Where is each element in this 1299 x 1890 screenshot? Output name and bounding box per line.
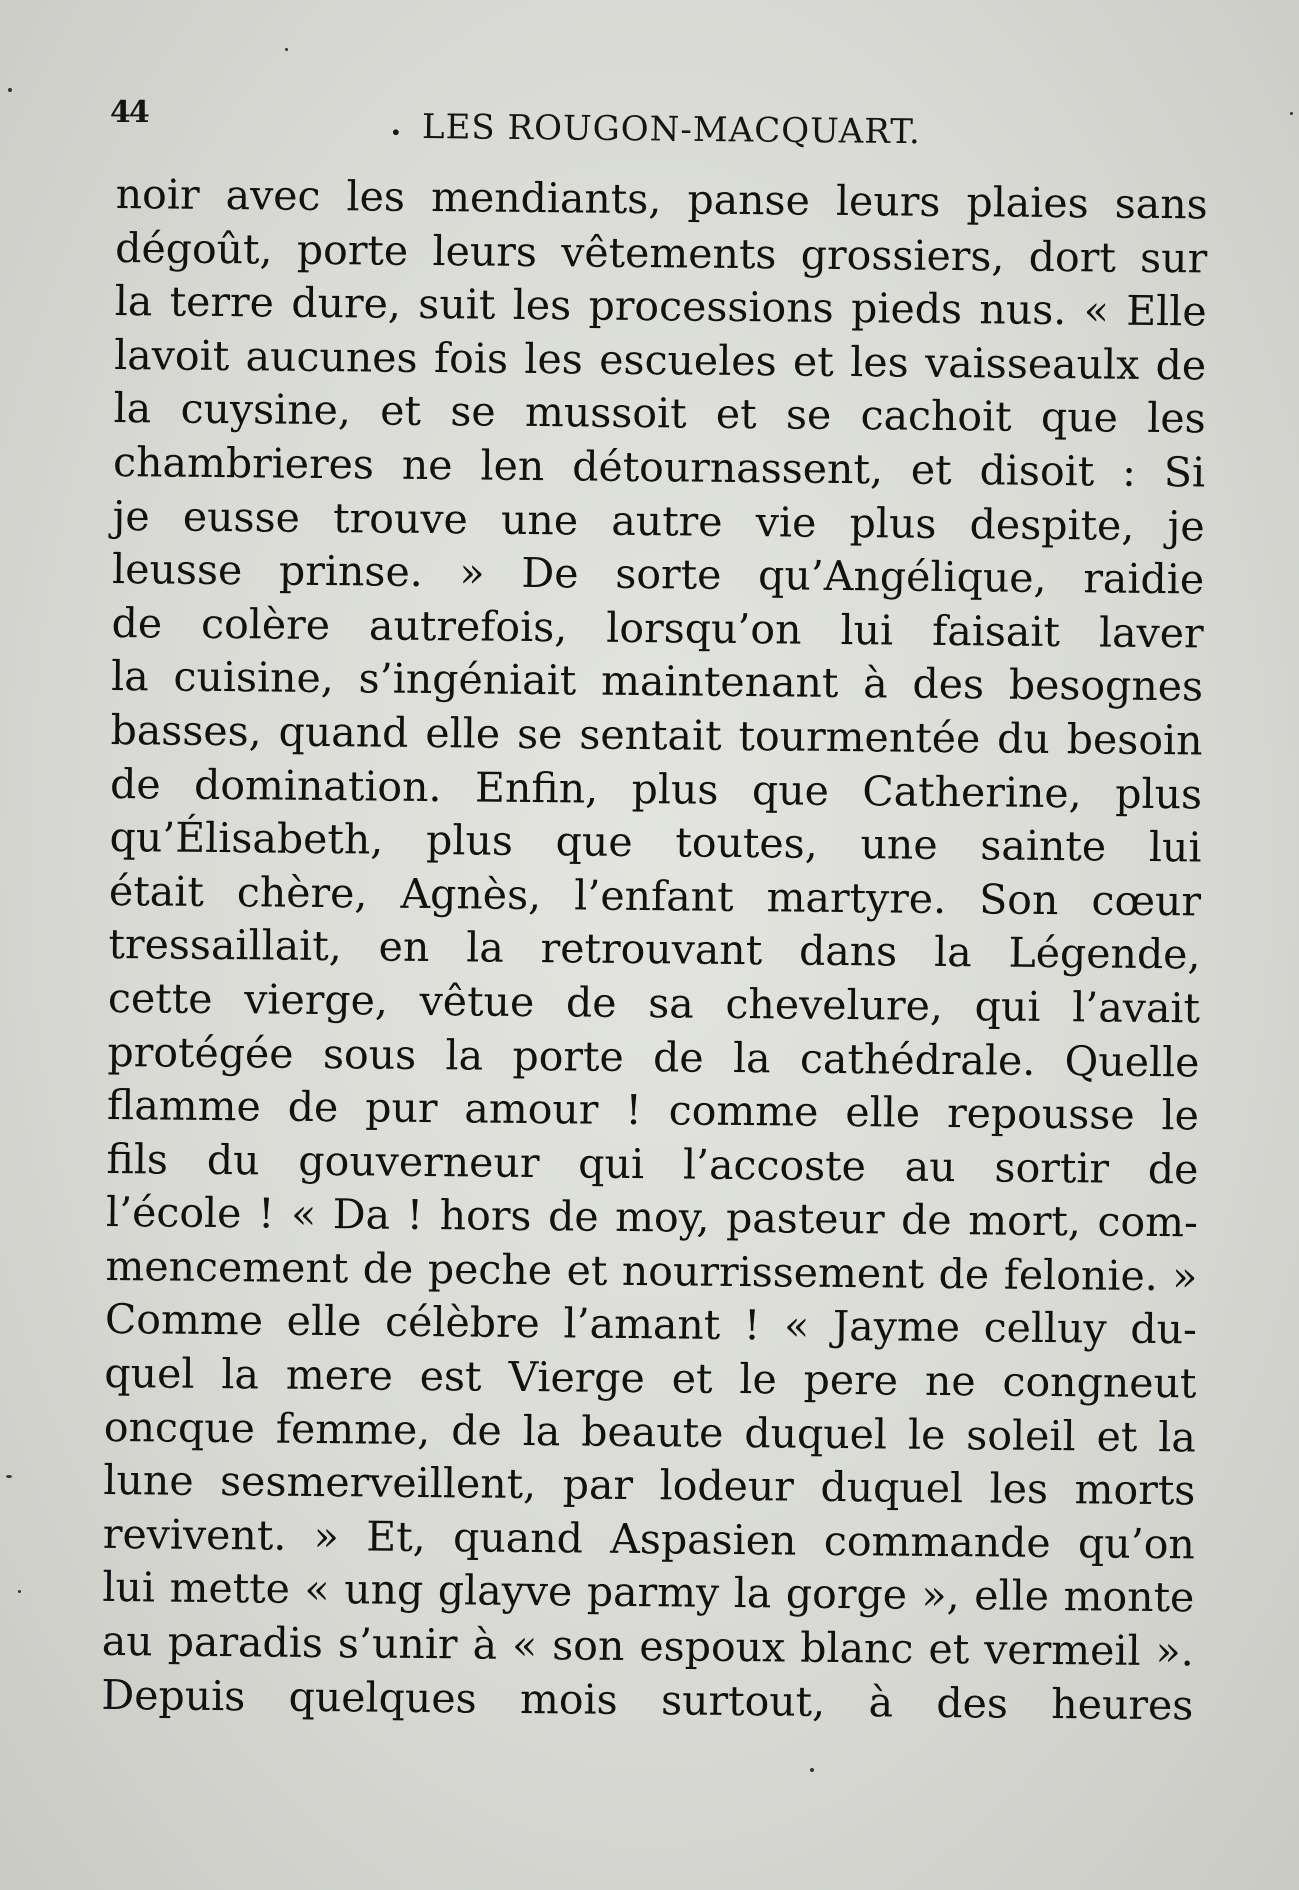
text-line: la cuysine, et se mussoit et se cachoit que les xyxy=(113,384,1206,443)
text-line: mencement de peche et nourrissement de felonie. » xyxy=(105,1241,1198,1301)
text-line: quel la mere est Vierge et le pere ne congneut xyxy=(104,1349,1197,1408)
paper-speck xyxy=(18,1590,21,1593)
text-line: revivent. » Et, quand Aspasien commande qu’on xyxy=(102,1509,1196,1569)
text-line: la cuisine, s’ingéniait maintenant à des besognes xyxy=(110,652,1204,711)
paper-speck xyxy=(810,1768,814,1772)
body-text xyxy=(101,168,1208,1733)
text-line: dégoût, porte leurs vêtements grossiers, dort sur xyxy=(115,223,1208,283)
text-line: flamme de pur amour ! comme elle repousse le xyxy=(106,1081,1200,1140)
page-number: 44 xyxy=(110,95,148,130)
text-line: chambrieres ne len détournassent, et disoit : Si xyxy=(112,437,1206,497)
text-line: je eusse trouve une autre vie plus despite, je xyxy=(112,491,1205,551)
text-line: lavoit aucunes fois les escueles et les vaisseaulx de xyxy=(113,330,1207,390)
page-header xyxy=(110,95,1200,155)
paper-speck xyxy=(285,48,288,51)
text-line: était chère, Agnès, l’enfant martyre. Son cœur xyxy=(108,866,1202,926)
text-line: basses, quand elle se sentait tourmentée du besoin xyxy=(110,705,1203,765)
text-line: qu’Élisabeth, plus que toutes, une sainte lui xyxy=(109,813,1202,872)
text-line: lune sesmerveillent, par lodeur duquel les morts xyxy=(103,1456,1196,1515)
paper-speck xyxy=(6,1475,12,1478)
text-line: protégée sous la porte de la cathédrale. Quelle xyxy=(107,1027,1200,1086)
text-line: au paradis s’unir à « son espoux blanc et vermeil ». xyxy=(101,1616,1195,1676)
text-line: leusse prinse. » De sorte qu’Angélique, raidie xyxy=(111,545,1205,604)
text-line: noir avec les mendiants, panse leurs plaies sans xyxy=(115,169,1208,229)
text-line: fils du gouverneur qui l’accoste au sortir de xyxy=(106,1134,1199,1194)
text-line: de domination. Enfin, plus que Catherine, plus xyxy=(109,759,1203,818)
text-line: Depuis quelques mois surtout, à des heures xyxy=(101,1670,1194,1730)
text-line: cette vierge, vêtue de sa chevelure, qui l’avait xyxy=(107,973,1201,1033)
text-line: l’école ! « Da ! hors de moy, pasteur de mort, com- xyxy=(105,1188,1199,1247)
text-line: de colère autrefois, lorsqu’on lui faisait laver xyxy=(111,598,1204,658)
paper-speck xyxy=(1290,112,1293,115)
text-line: lui mette « ung glayve parmy la gorge », elle monte xyxy=(102,1563,1195,1622)
text-line: Comme elle célèbre l’amant ! « Jayme celluy du- xyxy=(104,1295,1198,1354)
text-line: tressaillait, en la retrouvant dans la Légende, xyxy=(108,920,1201,979)
text-line: oncque femme, de la beaute duquel le soleil et la xyxy=(103,1402,1197,1462)
running-title: • LES ROUGON-MACQUART. xyxy=(422,107,921,152)
paper-speck xyxy=(8,88,12,92)
text-line: la terre dure, suit les processions pieds nus. « Elle xyxy=(114,277,1207,336)
